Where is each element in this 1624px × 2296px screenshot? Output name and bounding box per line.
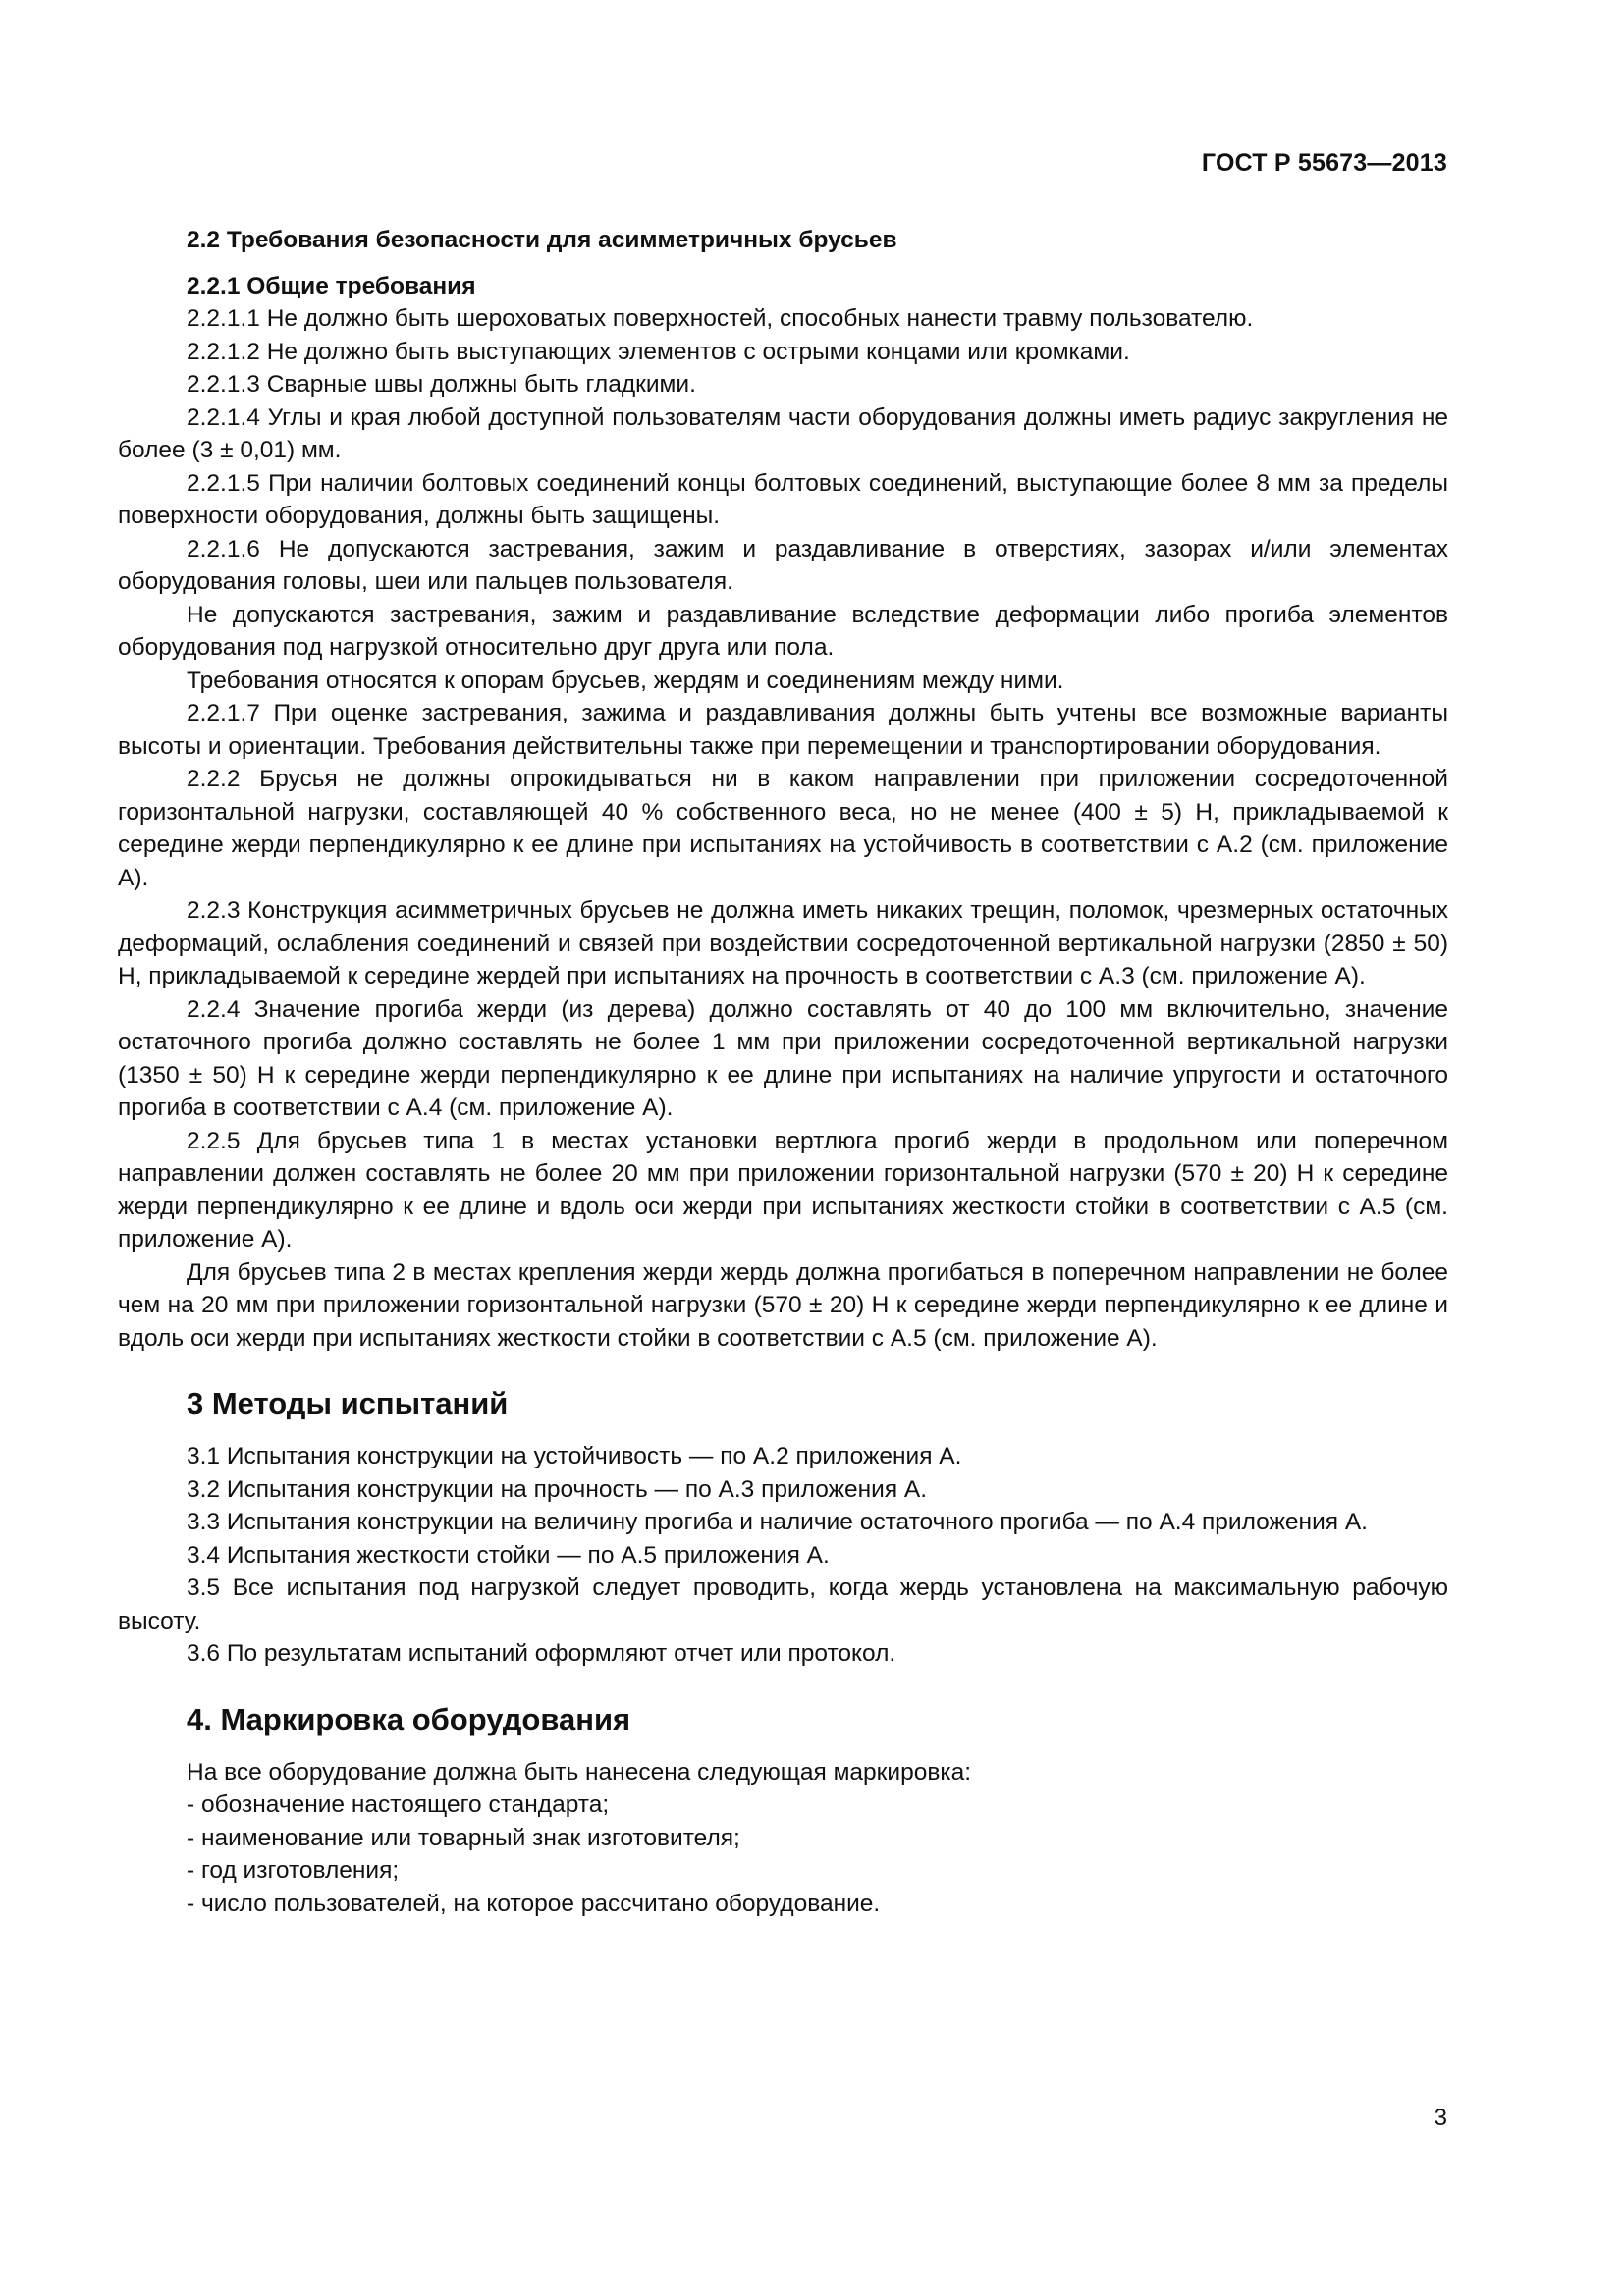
spacer — [118, 1671, 1448, 1700]
spacer — [118, 1423, 1448, 1440]
paragraph-2-2-2: 2.2.2 Брусья не должны опрокидываться ни в каком направлении при приложении сосредоточенной горизонтальной нагрузки, составляющей 40 % собственного веса, но не менее (400 ± 5) Н, прикладываемой к середине жерди перпендикулярно к ее длине при испытаниях на устойчивость в соответствии с А.2 (см. приложение А). — [118, 766, 1448, 891]
paragraph-2-2-1-3: 2.2.1.3 Сварные швы должны быть гладкими. — [187, 371, 696, 398]
section-4-heading: 4. Маркировка оборудования — [187, 1701, 631, 1736]
paragraph-2-2-3: 2.2.3 Конструкция асимметричных брусьев не должна иметь никаких трещин, поломок, чрезмерных остаточных деформаций, ослабления соединений и связей при воздействии сосредоточенной вертикальной нагрузки (2850 ± 50) Н, прикладываемой к середине жердей при испытаниях на прочность в соответствии с А.3 (см. приложение А). — [118, 897, 1448, 989]
standard-code: ГОСТ Р 55673—2013 — [1201, 149, 1447, 177]
paragraph-2-2-4: 2.2.4 Значение прогиба жерди (из дерева) должно составлять от 40 до 100 мм включительно, значение остаточного прогиба должно составлять не более 1 мм при приложении сосредоточенной вертикальной нагрузки (1350 ± 50) Н к середине жерди перпендикулярно к ее длине при испытаниях на наличие упругости и остаточного прогиба в соответствии с А.4 (см. приложение А). — [118, 995, 1448, 1121]
paragraph-2-2-1-4: 2.2.1.4 Углы и края любой доступной пользователям части оборудования должны иметь радиус закругления не более (3 ± 0,01) мм. — [118, 403, 1448, 463]
paragraph-2-2-1-6: 2.2.1.6 Не допускаются застревания, зажим и раздавливание в отверстиях, зазорах и/или элементах оборудования головы, шеи или пальцев пользователя. — [118, 535, 1448, 595]
paragraph-2-2-1-6-deformation: Не допускаются застревания, зажим и раздавливание вследствие деформации либо прогиба элементов оборудования под нагрузкой относительно друг друга или пола. — [118, 601, 1448, 661]
spacer — [118, 1355, 1448, 1384]
marking-list-item: - число пользователей, на которое рассчитано оборудование. — [187, 1890, 881, 1917]
marking-intro: На все оборудование должна быть нанесена следующая маркировка: — [187, 1758, 972, 1786]
paragraph-2-2-1-5: 2.2.1.5 При наличии болтовых соединений концы болтовых соединений, выступающие более 8 мм за пределы поверхности оборудования, должны быть защищены. — [118, 469, 1448, 529]
paragraph-3-2: 3.2 Испытания конструкции на прочность — по А.3 приложения А. — [187, 1475, 928, 1503]
paragraph-3-3: 3.3 Испытания конструкции на величину прогиба и наличие остаточного прогиба — по А.4 приложения А. — [187, 1509, 1368, 1535]
marking-list-item: - обозначение настоящего стандарта; — [187, 1791, 610, 1818]
paragraph-2-2-5: 2.2.5 Для брусьев типа 1 в местах установки вертлюга прогиб жерди в продольном или поперечном направлении должен составлять не более 20 мм при приложении горизонтальной нагрузки (570 ± 20) Н к середине жерди перпендикулярно к ее длине и вдоль оси жерди при испытаниях жесткости стойки в соответствии с А.5 (см. приложение А). — [118, 1127, 1448, 1253]
marking-list-item: - наименование или товарный знак изготовителя; — [187, 1824, 740, 1851]
paragraph-3-6: 3.6 По результатам испытаний оформляют отчет или протокол. — [187, 1640, 896, 1667]
marking-list-item: - год изготовления; — [187, 1857, 400, 1884]
page-content — [118, 224, 1448, 1920]
paragraph-2-2-5-type-2: Для брусьев типа 2 в местах крепления жерди жердь должна прогибаться в поперечном направлении не более чем на 20 мм при приложении горизонтальной нагрузки (570 ± 20) Н к середине жерди перпендикулярно к ее длине и вдоль оси жерди при испытаниях жесткости стойки в соответствии с А.5 (см. приложение А). — [118, 1258, 1448, 1352]
spacer — [118, 1739, 1448, 1756]
section-2-2-1-heading: 2.2.1 Общие требования — [187, 272, 476, 299]
paragraph-3-5: 3.5 Все испытания под нагрузкой следует проводить, когда жердь установлена на максимальную рабочую высоту. — [118, 1575, 1448, 1634]
page-number: 3 — [1434, 2105, 1447, 2131]
paragraph-2-2-1-1: 2.2.1.1 Не должно быть шероховатых поверхностей, способных нанести травму пользователю. — [187, 305, 1254, 332]
section-3-heading: 3 Методы испытаний — [187, 1386, 509, 1420]
paragraph-3-1: 3.1 Испытания конструкции на устойчивость — по А.2 приложения А. — [187, 1443, 962, 1469]
paragraph-2-2-1-6-scope: Требования относятся к опорам брусьев, жердям и соединениям между ними. — [187, 667, 1064, 694]
paragraph-2-2-1-2: 2.2.1.2 Не должно быть выступающих элементов с острыми концами или кромками. — [187, 338, 1130, 365]
paragraph-3-4: 3.4 Испытания жесткости стойки — по А.5 приложения А. — [187, 1541, 830, 1569]
paragraph-2-2-1-7: 2.2.1.7 При оценке застревания, зажима и раздавливания должны быть учтены все возможные варианты высоты и ориентации. Требования действительны также при перемещении и транспортировании оборудования. — [118, 700, 1448, 760]
section-2-2-heading: 2.2 Требования безопасности для асимметричных брусьев — [187, 227, 897, 253]
